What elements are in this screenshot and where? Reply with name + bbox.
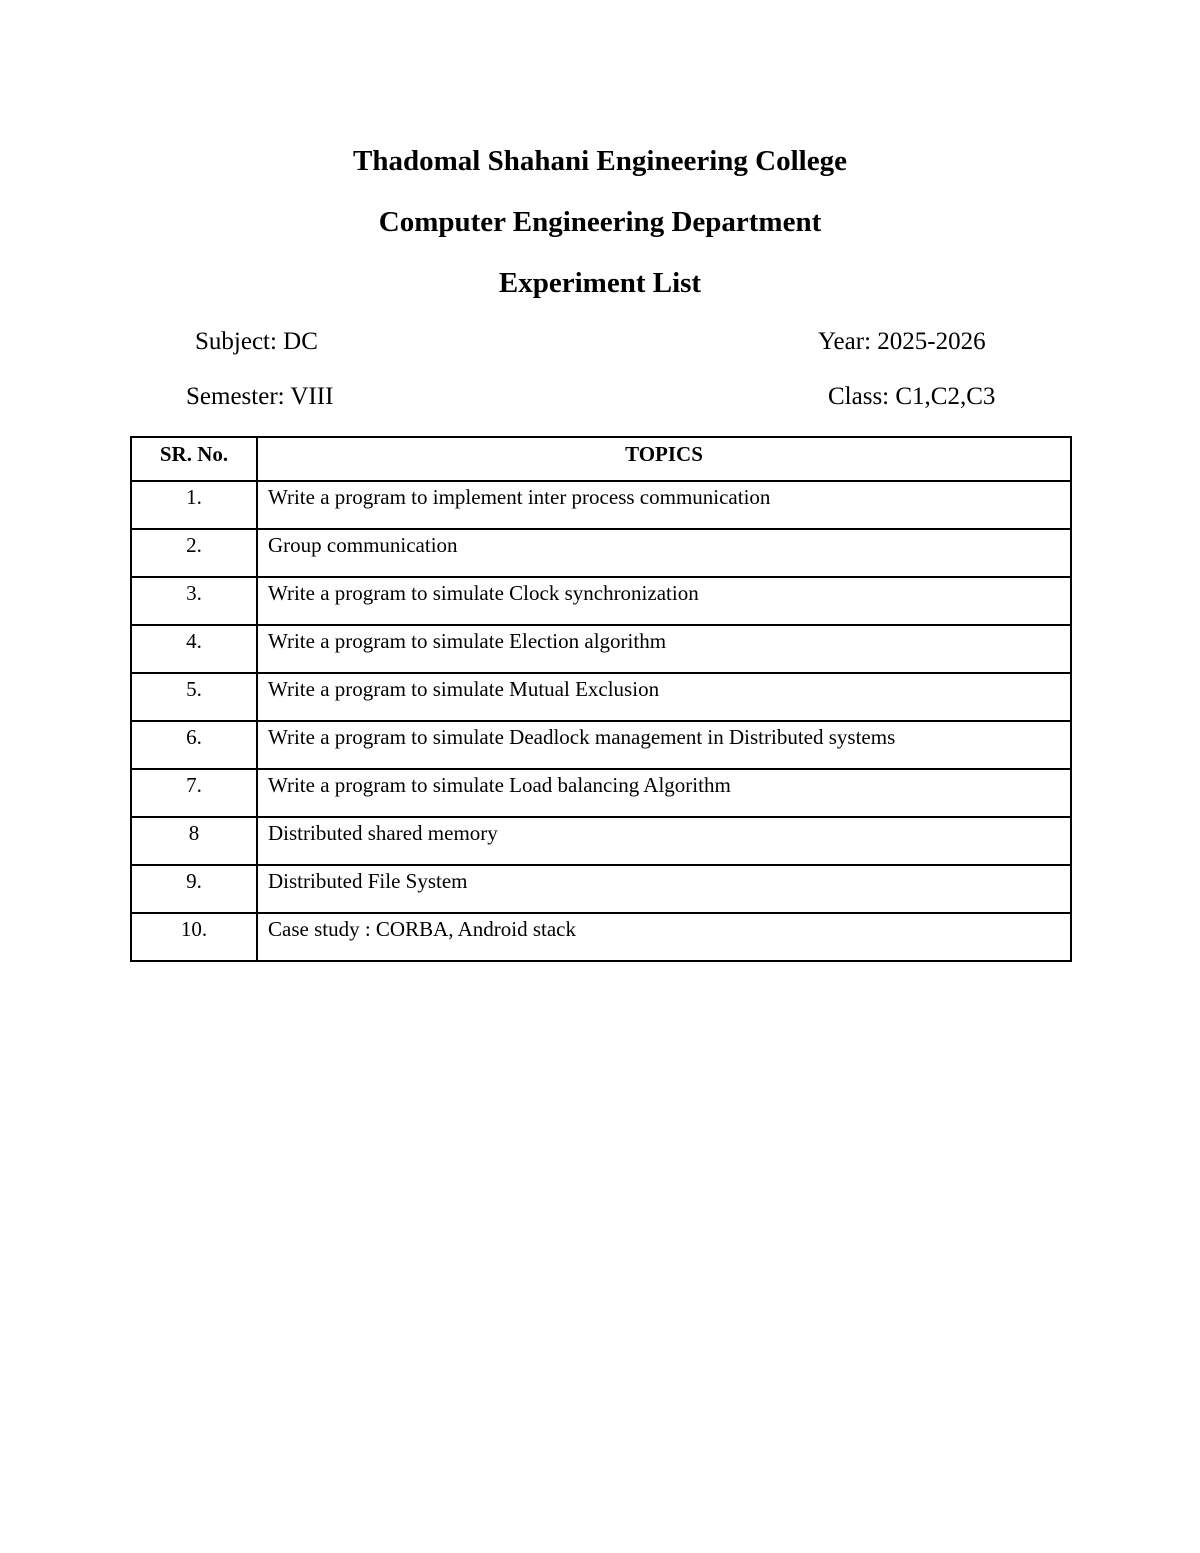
table-row	[131, 577, 1071, 625]
topic-cell: Write a program to implement inter process communication	[257, 481, 1071, 529]
sr-no-cell: 6.	[131, 721, 257, 769]
table-row	[131, 865, 1071, 913]
sr-no-cell: 7.	[131, 769, 257, 817]
table-row	[131, 529, 1071, 577]
table-row	[131, 481, 1071, 529]
table-row	[131, 625, 1071, 673]
sr-no-cell: 2.	[131, 529, 257, 577]
column-header-sr-no: SR. No.	[131, 437, 257, 481]
sr-no-cell: 1.	[131, 481, 257, 529]
table-header-row	[131, 437, 1071, 481]
department-name: Computer Engineering Department	[378, 206, 822, 238]
topic-cell: Group communication	[257, 529, 1071, 577]
sr-no-cell: 4.	[131, 625, 257, 673]
table-row	[131, 817, 1071, 865]
table-row	[131, 769, 1071, 817]
subject-label: Subject: DC	[195, 328, 318, 355]
sr-no-cell: 8	[131, 817, 257, 865]
sr-no-cell: 10.	[131, 913, 257, 961]
sr-no-cell: 5.	[131, 673, 257, 721]
class-label: Class: C1,C2,C3	[828, 383, 996, 410]
topic-cell: Distributed shared memory	[257, 817, 1071, 865]
column-header-topics: TOPICS	[257, 437, 1071, 481]
topic-cell: Write a program to simulate Load balancing Algorithm	[257, 769, 1071, 817]
sr-no-cell: 3.	[131, 577, 257, 625]
table-row	[131, 673, 1071, 721]
table-row	[131, 913, 1071, 961]
topic-cell: Write a program to simulate Mutual Exclusion	[257, 673, 1071, 721]
experiment-table	[130, 436, 1072, 962]
topic-cell: Write a program to simulate Election algorithm	[257, 625, 1071, 673]
semester-label: Semester: VIII	[186, 383, 334, 410]
college-name: Thadomal Shahani Engineering College	[353, 145, 847, 177]
topic-cell: Distributed File System	[257, 865, 1071, 913]
page-title: Experiment List	[498, 267, 702, 299]
year-label: Year: 2025-2026	[818, 328, 986, 355]
topic-cell: Case study : CORBA, Android stack	[257, 913, 1071, 961]
topic-cell: Write a program to simulate Clock synchronization	[257, 577, 1071, 625]
sr-no-cell: 9.	[131, 865, 257, 913]
topic-cell: Write a program to simulate Deadlock management in Distributed systems	[257, 721, 1071, 769]
table-row	[131, 721, 1071, 769]
